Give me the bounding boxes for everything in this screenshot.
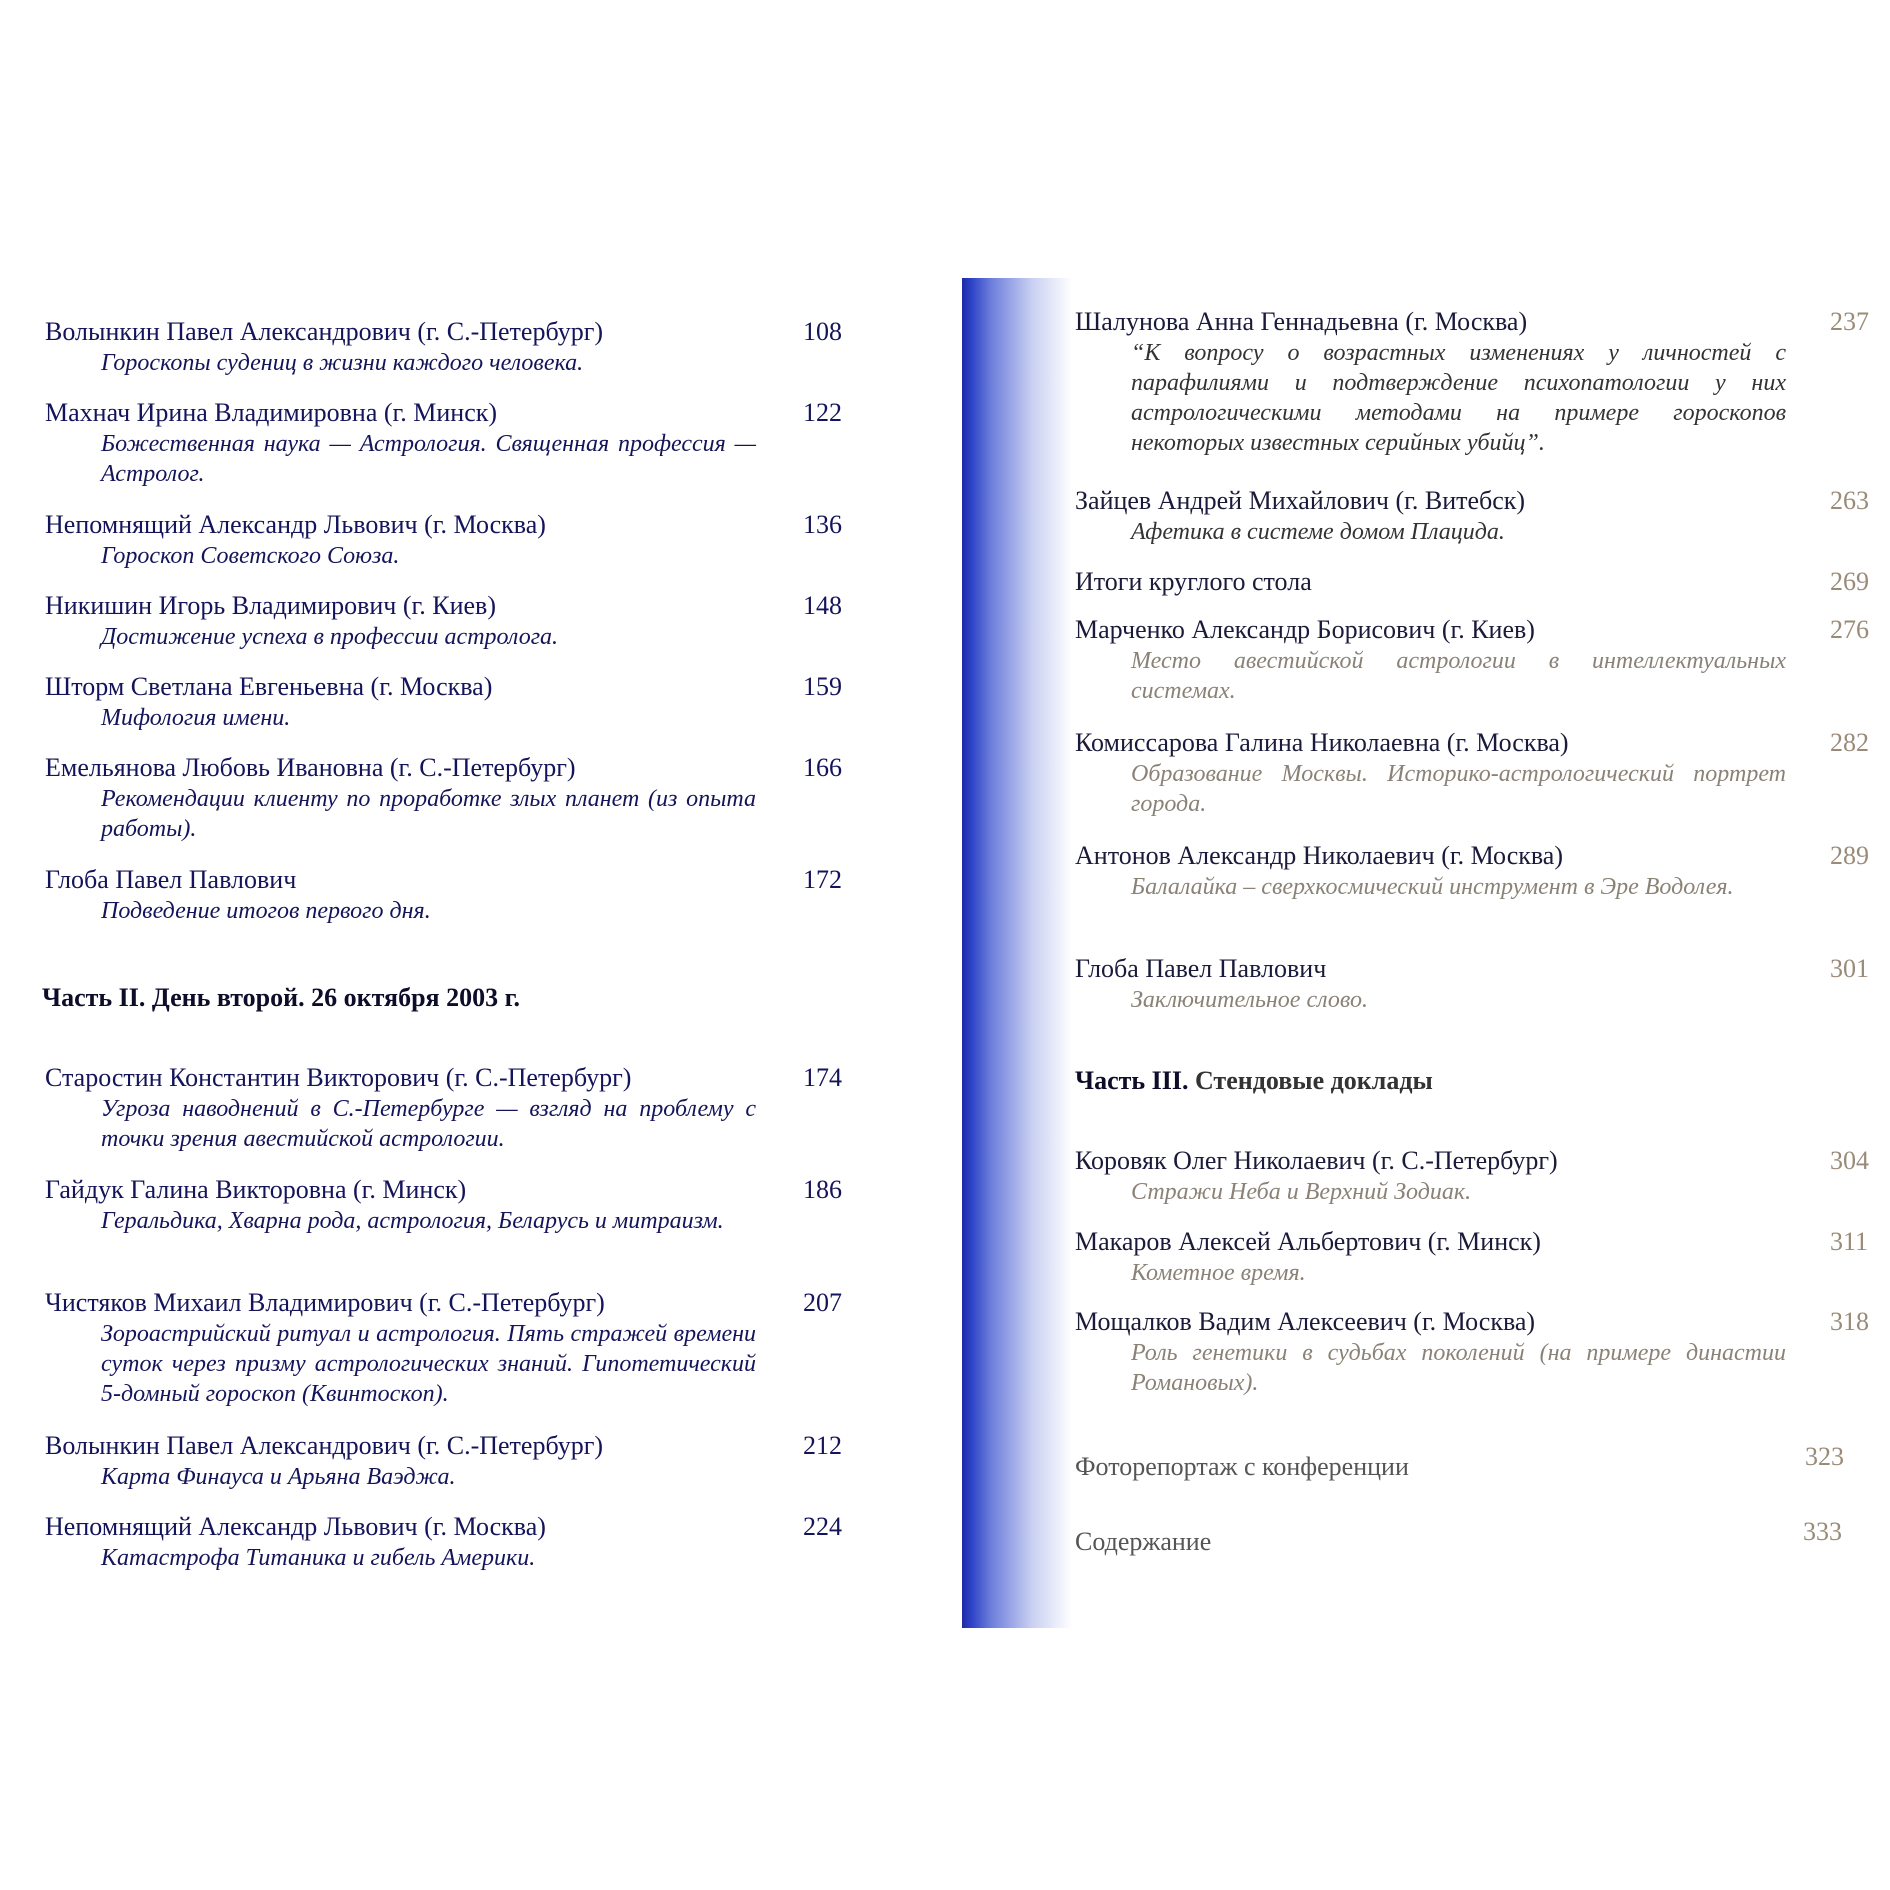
entry-page-number: 263 bbox=[1830, 486, 1869, 515]
entry-title: Афетика в системе домом Плацида. bbox=[1131, 519, 1505, 545]
entry-page-number: 174 bbox=[803, 1063, 842, 1092]
section-heading: Часть II. День второй. 26 октября 2003 г. bbox=[42, 983, 520, 1012]
entry-page-number: 276 bbox=[1830, 615, 1869, 644]
entry-author: Непомнящий Александр Львович (г. Москва) bbox=[45, 510, 546, 539]
entry-page-number: 186 bbox=[803, 1175, 842, 1204]
entry-page-number: 289 bbox=[1830, 841, 1869, 870]
entry-author: Чистяков Михаил Владимирович (г. С.-Петербург) bbox=[45, 1288, 605, 1317]
toc-entry bbox=[45, 397, 842, 489]
entry-title: Геральдика, Хварна рода, астрология, Беларусь и митраизм. bbox=[101, 1208, 724, 1234]
entry-author: Шторм Светлана Евгеньевна (г. Москва) bbox=[45, 672, 493, 701]
entry-author: Глоба Павел Павлович bbox=[1075, 954, 1327, 983]
entry-author: Непомнящий Александр Львович (г. Москва) bbox=[45, 1512, 546, 1541]
entry-page-number: 311 bbox=[1830, 1227, 1869, 1256]
entry-label: Фоторепортаж с конференции bbox=[1075, 1452, 1409, 1481]
entry-title: Стражи Неба и Верхний Зодиак. bbox=[1131, 1179, 1472, 1205]
toc-entry bbox=[45, 1511, 842, 1573]
entry-author: Никишин Игорь Владимирович (г. Киев) bbox=[45, 591, 496, 620]
section-title: Стендовые доклады bbox=[1195, 1066, 1433, 1095]
entry-page-number: 269 bbox=[1830, 567, 1869, 596]
entry-page-number: 301 bbox=[1830, 954, 1869, 983]
entry-title: Кометное время. bbox=[1131, 1260, 1306, 1286]
section-heading bbox=[1075, 1066, 1433, 1096]
toc-entry bbox=[1075, 1145, 1869, 1207]
toc-entry bbox=[45, 1287, 842, 1409]
entry-title: Угроза наводнений в С.-Петербурге — взгляд на проблему с точки зрения авестийской астрологии. bbox=[101, 1096, 756, 1152]
entry-page-number: 166 bbox=[803, 753, 842, 782]
entry-page-number: 224 bbox=[803, 1512, 842, 1541]
entry-page-number: 318 bbox=[1830, 1307, 1869, 1336]
toc-entry bbox=[45, 590, 842, 652]
section-part-label: Часть III. bbox=[1075, 1066, 1189, 1095]
entry-page-number: 159 bbox=[803, 672, 842, 701]
entry-title: Заключительное слово. bbox=[1131, 987, 1368, 1013]
toc-entry bbox=[45, 752, 842, 844]
entry-title: Гороскопы судениц в жизни каждого человека. bbox=[101, 350, 584, 376]
entry-author: Шалунова Анна Геннадьевна (г. Москва) bbox=[1075, 307, 1528, 336]
entry-title: Роль генетики в судьбах поколений (на примере династии Романовых). bbox=[1131, 1340, 1786, 1396]
entry-page-number: 237 bbox=[1830, 307, 1869, 336]
entry-title: Подведение итогов первого дня. bbox=[101, 898, 431, 924]
entry-title: Карта Финауса и Арьяна Ваэджа. bbox=[101, 1464, 456, 1490]
entry-page-number: 323 bbox=[1805, 1442, 1844, 1471]
entry-author: Макаров Алексей Альбертович (г. Минск) bbox=[1075, 1227, 1541, 1256]
entry-page-number: 122 bbox=[803, 398, 842, 427]
toc-entry bbox=[1075, 566, 1869, 598]
entry-title: Рекомендации клиенту по проработке злых планет (из опыта работы). bbox=[101, 786, 756, 842]
toc-entry bbox=[1075, 1226, 1869, 1288]
entry-title: Божественная наука — Астрология. Священная профессия — Астролог. bbox=[101, 431, 756, 487]
toc-entry bbox=[45, 316, 842, 378]
toc-entry-contents bbox=[1075, 1517, 1842, 1557]
toc-entry bbox=[45, 671, 842, 733]
toc-entry bbox=[45, 1062, 842, 1154]
entry-page-number: 148 bbox=[803, 591, 842, 620]
entry-author: Мощалков Вадим Алексеевич (г. Москва) bbox=[1075, 1307, 1536, 1336]
entry-author: Коровяк Олег Николаевич (г. С.-Петербург) bbox=[1075, 1146, 1558, 1175]
toc-entry bbox=[1075, 953, 1869, 1015]
entry-page-number: 108 bbox=[803, 317, 842, 346]
entry-author: Антонов Александр Николаевич (г. Москва) bbox=[1075, 841, 1564, 870]
entry-title: Мифология имени. bbox=[101, 705, 291, 731]
toc-entry-photo-report bbox=[1075, 1442, 1844, 1482]
entry-page-number: 333 bbox=[1803, 1517, 1842, 1546]
toc-entry bbox=[1075, 306, 1869, 458]
entry-page-number: 207 bbox=[803, 1288, 842, 1317]
entry-author: Емельянова Любовь Ивановна (г. С.-Петербург) bbox=[45, 753, 576, 782]
entry-author: Волынкин Павел Александрович (г. С.-Петербург) bbox=[45, 317, 604, 346]
entry-author: Зайцев Андрей Михайлович (г. Витебск) bbox=[1075, 486, 1526, 515]
toc-entry bbox=[45, 1430, 842, 1492]
entry-title: Зороастрийский ритуал и астрология. Пять стражей времени суток через призму астрологических знаний. Гипотетический 5-домный гороскоп (Квинтоскоп). bbox=[101, 1321, 756, 1407]
toc-entry bbox=[45, 864, 842, 926]
entry-title: Достижение успеха в профессии астролога. bbox=[101, 624, 559, 650]
entry-author: Гайдук Галина Викторовна (г. Минск) bbox=[45, 1175, 467, 1204]
entry-page-number: 212 bbox=[803, 1431, 842, 1460]
entry-author: Махнач Ирина Владимировна (г. Минск) bbox=[45, 398, 498, 427]
toc-entry bbox=[1075, 840, 1869, 902]
entry-author: Комиссарова Галина Николаевна (г. Москва) bbox=[1075, 728, 1569, 757]
entry-title: Образование Москвы. Историко-астрологический портрет города. bbox=[1131, 761, 1786, 817]
toc-entry bbox=[45, 509, 842, 571]
entry-author: Глоба Павел Павлович bbox=[45, 865, 297, 894]
entry-page-number: 304 bbox=[1830, 1146, 1869, 1175]
entry-title: Место авестийской астрологии в интеллектуальных системах. bbox=[1131, 648, 1786, 704]
toc-entry bbox=[45, 1174, 842, 1236]
entry-page-number: 136 bbox=[803, 510, 842, 539]
entry-page-number: 172 bbox=[803, 865, 842, 894]
entry-title: Балалайка – сверхкосмический инструмент в Эре Водолея. bbox=[1131, 874, 1734, 900]
toc-entry bbox=[1075, 614, 1869, 706]
entry-author: Старостин Константин Викторович (г. С.-Петербург) bbox=[45, 1063, 632, 1092]
entry-title: Катастрофа Титаника и гибель Америки. bbox=[101, 1545, 536, 1571]
entry-author: Марченко Александр Борисович (г. Киев) bbox=[1075, 615, 1535, 644]
toc-entry bbox=[1075, 727, 1869, 819]
right-page bbox=[960, 0, 1890, 1890]
entry-author: Волынкин Павел Александрович (г. С.-Петербург) bbox=[45, 1431, 604, 1460]
entry-author: Итоги круглого стола bbox=[1075, 567, 1312, 596]
toc-entry bbox=[1075, 1306, 1869, 1398]
toc-entry bbox=[1075, 485, 1869, 547]
entry-title: Гороскоп Советского Союза. bbox=[101, 543, 400, 569]
entry-title: “К вопросу о возрастных изменениях у личностей с парафилиями и подтверждение психопатологии у них астрологическими методами на примере гороскопов некоторых известных серийных убийц”. bbox=[1131, 340, 1786, 456]
entry-label: Содержание bbox=[1075, 1527, 1212, 1556]
entry-page-number: 282 bbox=[1830, 728, 1869, 757]
